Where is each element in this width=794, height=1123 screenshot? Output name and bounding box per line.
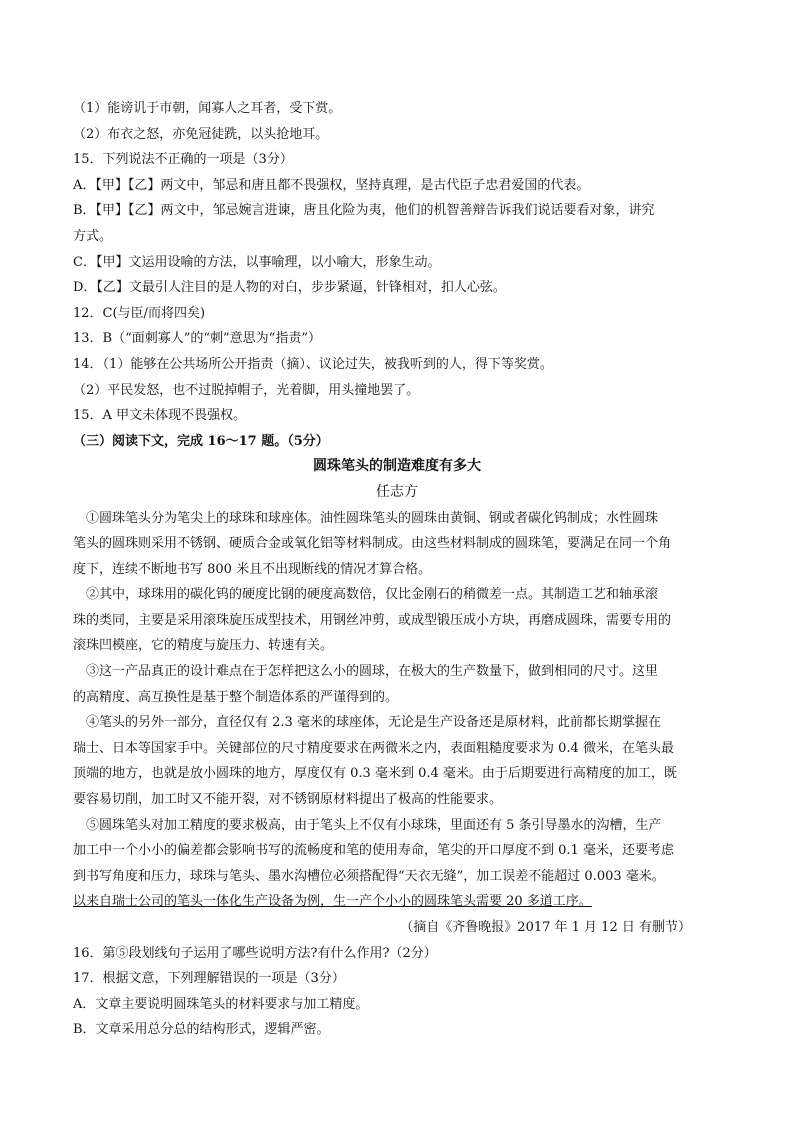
source-note: （摘自《齐鲁晚报》2017 年 1 月 12 日 有删节）	[400, 920, 691, 935]
answer-15: 15．A 甲文未体现不畏强权。	[73, 408, 247, 424]
document-page	[73, 96, 721, 1043]
option-b-17: B．文章采用总分总的结构形式，逻辑严密。	[73, 1022, 330, 1038]
question-16: 16．第⑤段划线句子运用了哪些说明方法?有什么作用?（2分）	[73, 945, 437, 961]
paragraph-4-line: ④笔头的另外一部分，直径仅有 2.3 毫米的球座体，无论是生产设备还是原材料，此前都长期掌握在	[86, 715, 661, 731]
paragraph-2-line: 滚珠凹模座，它的精度与旋压力、转速有关。	[73, 638, 334, 654]
section-heading: （三）阅读下文，完成 16～17 题。（5分）	[73, 433, 329, 449]
paragraph-5-line: 加工中一个小小的偏差都会影响书写的流畅度和笔的使用寿命，笔尖的开口厚度不到 0.1 毫米，还要考虑	[73, 843, 674, 859]
answer-13: 13．B（“面刺寡人”的“刺”意思为“指责”）	[73, 331, 321, 347]
paragraph-1-line: 笔头的圆珠则采用不锈钢、硬质合金或氧化铝等材料制成。由这些材料制成的圆珠笔，要满足在同一个角	[73, 536, 672, 552]
answer-14-2: （2）平民发怒，也不过脱掉帽子，光着脚，用头撞地罢了。	[73, 382, 420, 398]
paragraph-3-line: 的高精度、高互换性是基于整个制造体系的严谨得到的。	[73, 689, 399, 705]
paragraph-4-line: 瑞士、日本等国家手中。关键部位的尺寸精度要求在两微米之内，表面粗糙度要求为 0.4 微米，在笔头最	[73, 740, 674, 756]
answer-14: 14．（1）能够在公共场所公开指责（摘）、议论过失，被我听到的人，得下等奖赏。	[73, 356, 553, 372]
paragraph-2-line: ②其中，球珠用的碳化钨的硬度比钢的硬度高数倍，仅比金刚石的稍微差一点。其制造工艺和轴承滚	[86, 587, 659, 603]
paragraph-1-line: 度下，连续不断地书写 800 米且不出现断线的情况才算合格。	[73, 561, 432, 577]
article-title: 圆珠笔头的制造难度有多大	[313, 458, 481, 475]
paragraph-4-line: 要容易切削，加工时又不能开裂，对不锈钢原材料提出了极高的性能要求。	[73, 792, 503, 808]
paragraph-2-line: 珠的类同，主要是采用滚珠旋压成型技术，用钢丝冲剪，或成型锻压成小方块，再磨成圆珠，需要专用的	[73, 612, 672, 628]
paragraph-5-line: 到书写角度和压力，球珠与笔头、墨水沟槽位必须搭配得“天衣无缝”，加工误差不能超过 0.003 毫米。	[73, 868, 665, 884]
paragraph-4-line: 顶端的地方，也就是放小圆珠的地方，厚度仅有 0.3 毫米到 0.4 毫米。由于后期要进行高精度的加工，既	[73, 766, 677, 782]
option-a: A．【甲】【乙】两文中，邹忌和唐且都不畏强权，坚持真理，是古代臣子忠君爱国的代表。	[73, 177, 590, 193]
option-b: B．【甲】【乙】两文中，邹忌婉言进谏，唐且化险为夷，他们的机智善辩告诉我们说话要看对象，讲究	[73, 203, 655, 219]
article-author: 任志方	[376, 483, 418, 500]
text-line: （2）布衣之怒，亦免冠徒跣，以头抢地耳。	[73, 126, 329, 142]
option-d: D．【乙】文最引人注目的是人物的对白，步步紧逼，针锋相对，扣人心弦。	[73, 280, 506, 296]
paragraph-5-line: ⑤圆珠笔头对加工精度的要求极高，由于笔头上不仅有小球珠，里面还有 5 条引导墨水的沟槽，生产	[86, 817, 662, 833]
paragraph-1-line: ①圆珠笔头分为笔尖上的球珠和球座体。油性圆珠笔头的圆珠由黄铜、钢或者碳化钨制成；水性圆珠	[86, 510, 659, 526]
underlined-sentence: 以来自瑞士公司的笔头一体化生产设备为例，生一产个小小的圆珠笔头需要 20 多道工序。	[73, 894, 592, 910]
option-c: C．【甲】文运用设喻的方法，以事喻理，以小喻大，形象生动。	[73, 254, 441, 270]
option-b-cont: 方式。	[73, 228, 113, 244]
option-a-17: A．文章主要说明圆珠笔头的材料要求与加工精度。	[73, 996, 369, 1012]
text-line: （1）能谤讥于市朝，闻寡人之耳者，受下赏。	[73, 101, 342, 116]
paragraph-3-line: ③这一产品真正的设计难点在于怎样把这么小的圆球，在极大的生产数量下，做到相同的尺寸。这里	[86, 664, 659, 680]
answer-12: 12．C(与臣/而将四矣)	[73, 305, 206, 321]
question-15: 15．下列说法不正确的一项是（3分）	[73, 152, 293, 168]
question-17: 17．根据文意，下列理解错误的一项是（3分）	[73, 971, 345, 987]
